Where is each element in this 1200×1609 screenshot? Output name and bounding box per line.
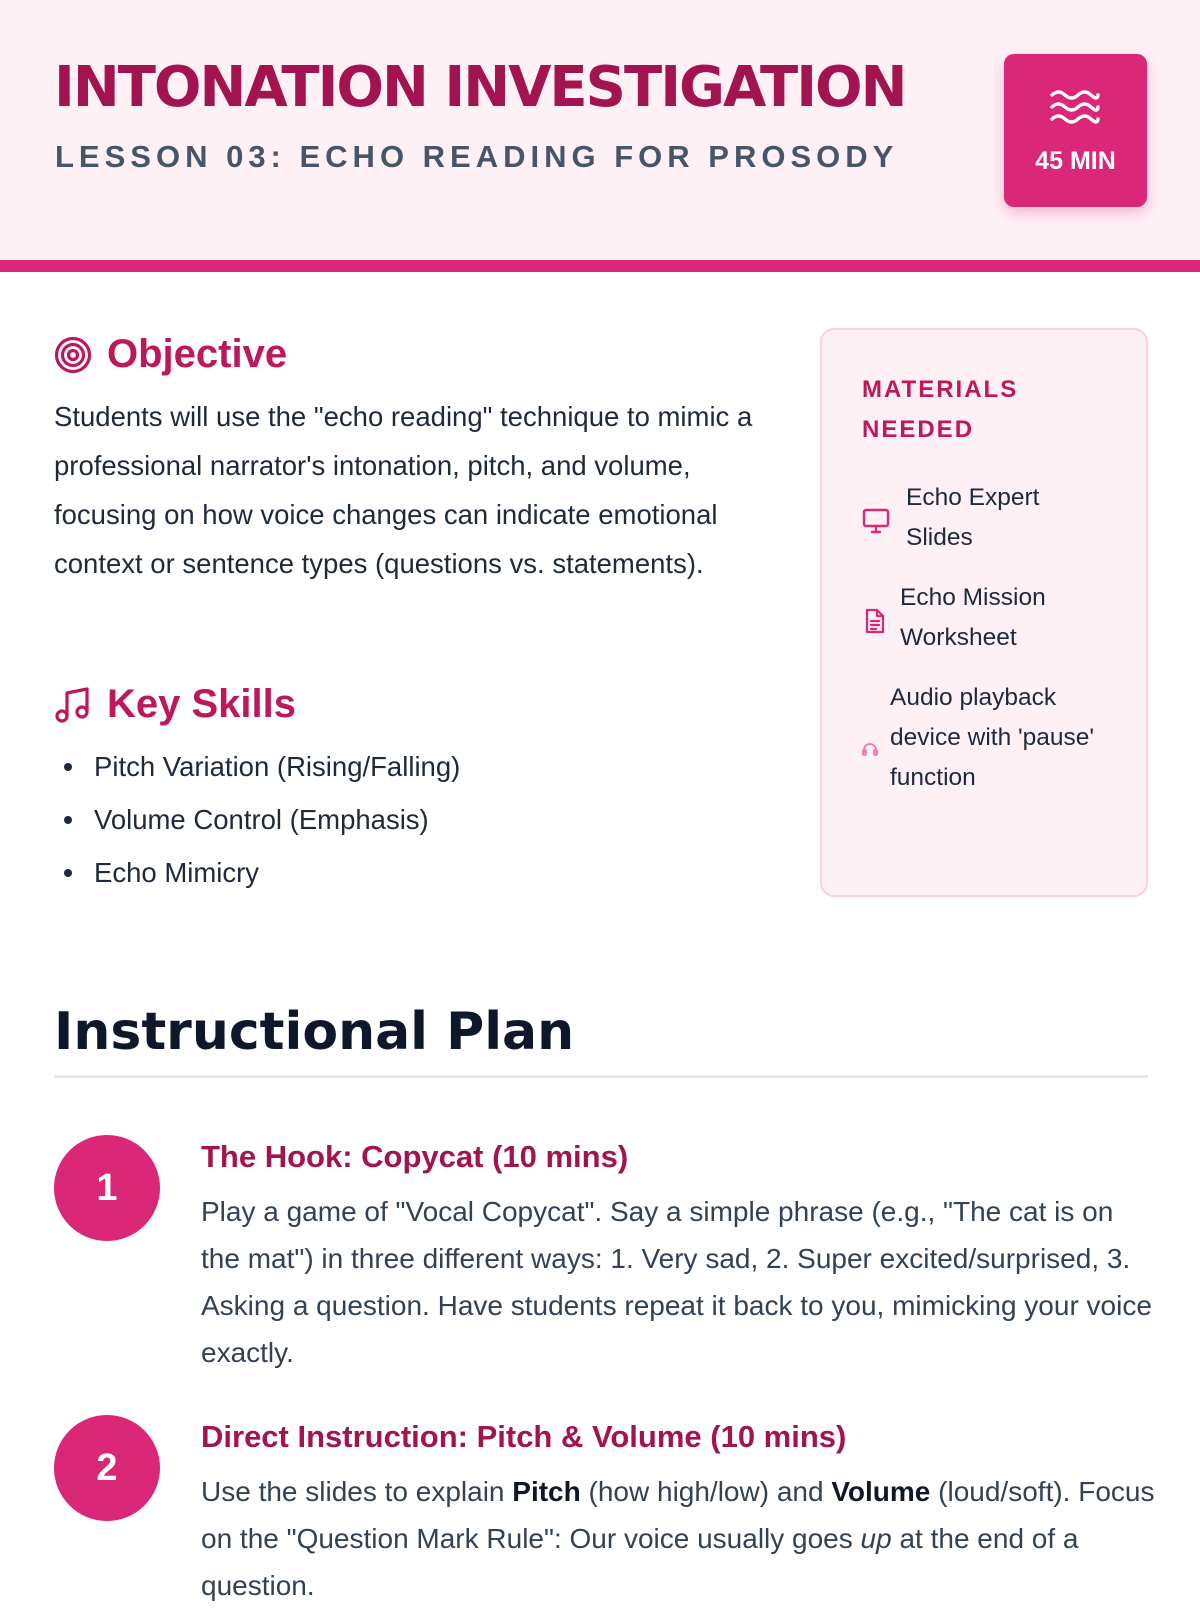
step-text: Use the slides to explain xyxy=(201,1476,513,1507)
list-item xyxy=(54,793,754,846)
step-title: Direct Instruction: Pitch & Volume (10 mins) xyxy=(201,1419,847,1454)
step-body: Play a game of "Vocal Copycat". Say a simple phrase (e.g., "The cat is on the mat") in three different ways: 1. Very sad, 2. Super excited/surprised, 3. Asking a question. Have students repeat it back to you, mimicking your voice exactly. xyxy=(201,1196,1152,1368)
lesson-header xyxy=(0,0,1200,272)
step-emphasis-up: up xyxy=(860,1523,892,1554)
lesson-subtitle: LESSON 03: ECHO READING FOR PROSODY xyxy=(55,139,899,174)
divider xyxy=(54,1075,1148,1078)
document-icon xyxy=(864,608,886,634)
objective-heading: Objective xyxy=(107,332,288,376)
material-label: Audio playback device with 'pause' function xyxy=(890,684,1095,791)
duration-label: 45 MIN xyxy=(1035,147,1116,175)
monitor-icon xyxy=(862,508,890,534)
step-text: (how high/low) and xyxy=(580,1476,832,1507)
bullet xyxy=(64,816,72,824)
instructional-plan-heading: Instructional Plan xyxy=(54,1002,575,1062)
step-number-badge: 1 xyxy=(54,1135,160,1241)
list-item xyxy=(54,846,754,899)
lesson-title: INTONATION INVESTIGATION xyxy=(54,55,906,120)
step-text: (loud/soft). Focus on the "Question Mark Rule": Our voice usually goes xyxy=(201,1476,1155,1554)
material-label: Echo Mission Worksheet xyxy=(900,584,1046,651)
skill-label: Volume Control (Emphasis) xyxy=(94,804,429,835)
step-body xyxy=(201,1468,1156,1609)
key-skills-list xyxy=(54,740,754,899)
headphones-icon xyxy=(862,742,878,756)
step-emphasis-pitch: Pitch xyxy=(512,1476,581,1507)
list-item xyxy=(54,740,754,793)
step-text: at the end of a question. xyxy=(201,1523,1079,1601)
duration-badge xyxy=(1004,54,1147,207)
bullet xyxy=(64,763,72,771)
step-number-badge: 2 xyxy=(54,1415,160,1521)
skill-label: Echo Mimicry xyxy=(94,857,260,888)
step-title: The Hook: Copycat (10 mins) xyxy=(201,1139,629,1174)
music-note-icon xyxy=(54,686,92,724)
step-emphasis-volume: Volume xyxy=(831,1476,931,1507)
target-icon xyxy=(54,336,92,374)
skill-label: Pitch Variation (Rising/Falling) xyxy=(94,751,461,782)
bullet xyxy=(64,869,72,877)
waves-icon xyxy=(1049,88,1101,128)
materials-panel xyxy=(820,328,1148,897)
materials-heading: MATERIALS NEEDED xyxy=(862,376,1019,443)
key-skills-heading: Key Skills xyxy=(107,682,297,726)
material-label: Echo Expert Slides xyxy=(906,484,1040,551)
objective-text: Students will use the "echo reading" technique to mimic a professional narrator's intonation, pitch, and volume, focusing on how voice changes can indicate emotional context or sentence types (questions vs. statements). xyxy=(54,401,753,579)
